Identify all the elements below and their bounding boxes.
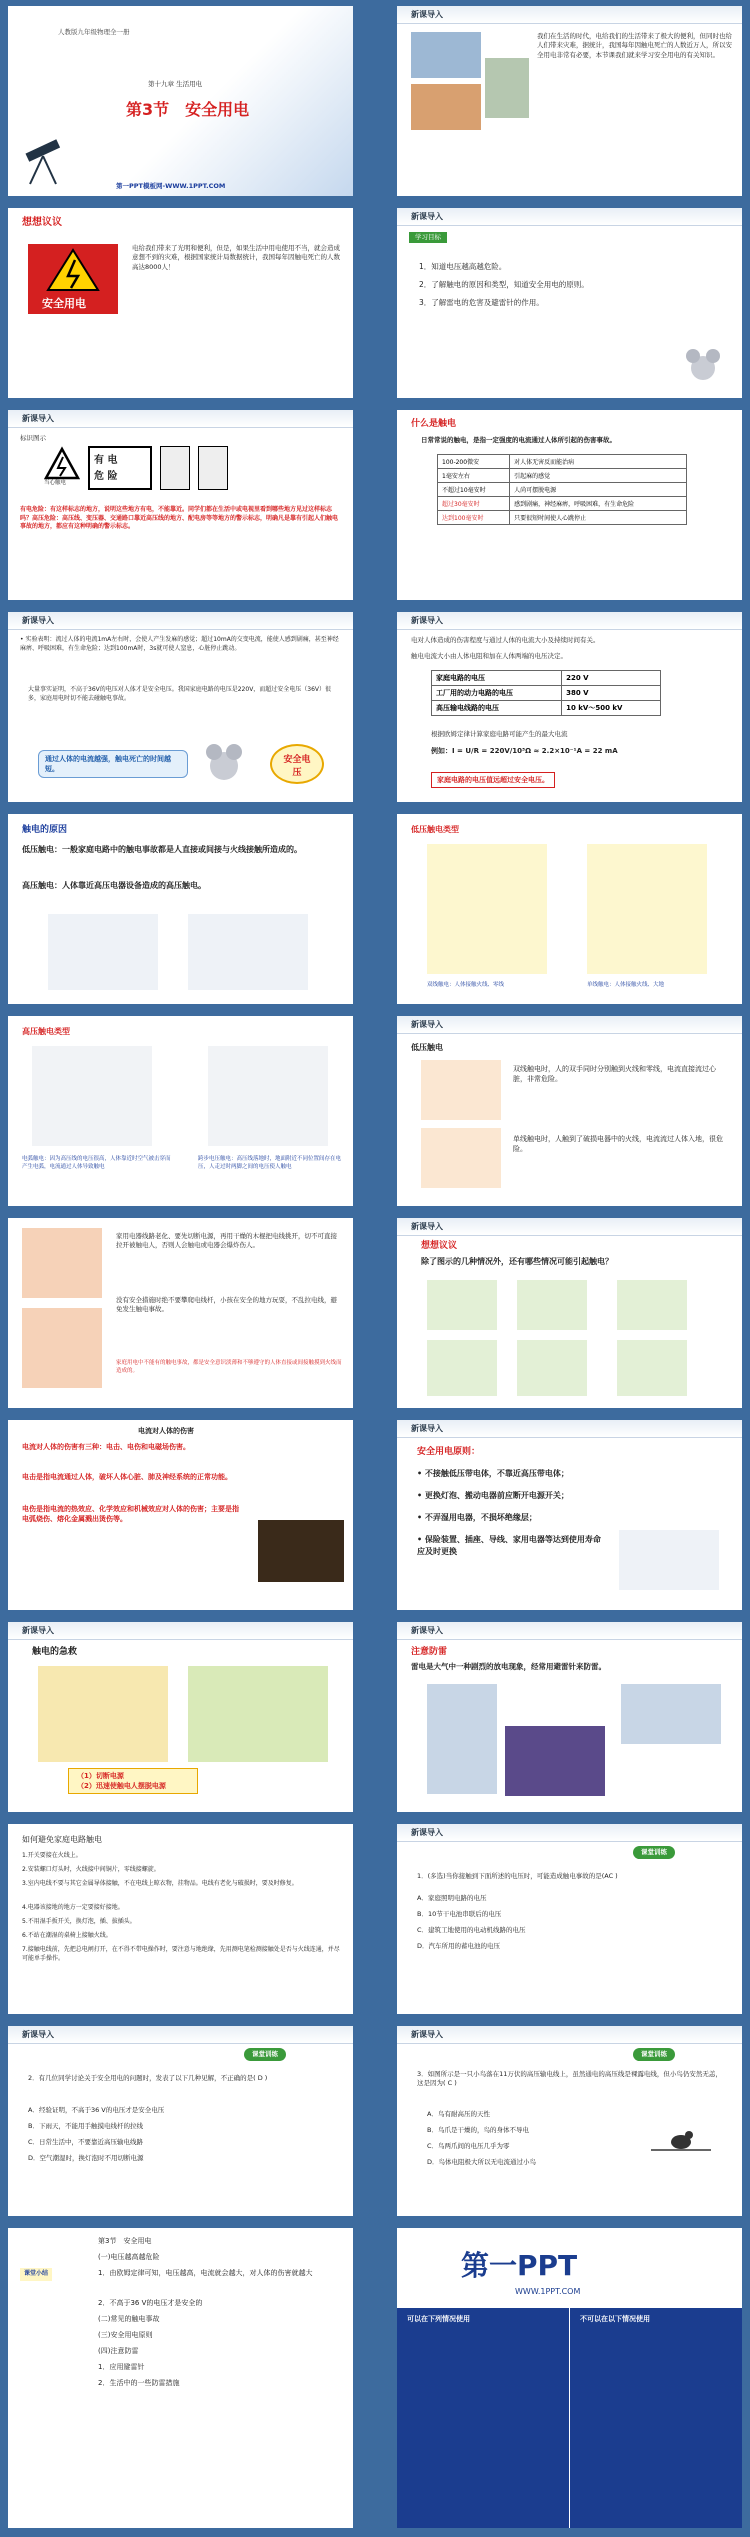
slide-17-first-aid xyxy=(8,1622,353,1812)
table-row xyxy=(432,701,661,716)
high-types-title: 高压触电类型 xyxy=(22,1027,70,1036)
summary-label: 课堂小结 xyxy=(20,2268,52,2281)
quiz1-question: 1．(多选)当你接触到下面所述的电压时，可能造成触电事故的是(AC ) xyxy=(417,1872,618,1880)
lightning-title: 注意防雷 xyxy=(411,1647,448,1657)
slide-22-quiz3 xyxy=(397,2026,742,2216)
intro-text: 我们在生活的时代，电给我们的生活带来了极大的便利，但同时也给人们带来灾难，据统计，我国每年因触电死亡的人数近万人，所以安全用电非常有必要，本节课我们就来学习安全用电的有关知识。 xyxy=(537,32,732,59)
figure-double-touch xyxy=(421,1060,501,1120)
ohm-line: 根据欧姆定律计算家庭电路可能产生的最大电流 xyxy=(431,730,568,738)
scene-2 xyxy=(517,1280,587,1330)
sign2b-label: 危 险 xyxy=(94,471,118,482)
table-row xyxy=(438,455,687,469)
slide-header: 新课导入 xyxy=(22,616,54,625)
wire-illustration xyxy=(619,1530,719,1590)
table-row xyxy=(438,511,687,525)
single-wire-desc: 单线触电时，人触到了破损电器中的火线，电流流过人体入地，很危险。 xyxy=(513,1135,723,1154)
aid-scene-1 xyxy=(38,1666,168,1762)
high-voltage-icon xyxy=(160,446,190,490)
slide-15-injury xyxy=(8,1420,353,1610)
quiz3-opt-a[interactable]: A．鸟有耐高压的天性 xyxy=(427,2110,490,2118)
slide-19-avoid xyxy=(8,1824,353,2014)
slide-11-high-types xyxy=(8,1016,353,1206)
shock-title: 什么是触电 xyxy=(411,419,457,429)
table-row xyxy=(432,671,661,686)
scene-6 xyxy=(617,1340,687,1396)
principle-3: • 不弄湿用电器，不损坏绝缘层； xyxy=(417,1513,537,1522)
slide-header: 新课导入 xyxy=(411,1020,443,1029)
slide-10-low-types xyxy=(397,814,742,1004)
slide-header: 新课导入 xyxy=(411,616,443,625)
safety-sign xyxy=(28,244,118,314)
avoid-5: 5.不用湿手扳开关，换灯泡，插、拔插头。 xyxy=(22,1918,136,1925)
slide-9-causes xyxy=(8,814,353,1004)
cell: 感到剧痛，神经麻痹，呼吸困难，有生命危险 xyxy=(510,497,687,511)
brand-url: WWW.1PPT.COM xyxy=(515,2287,581,2296)
experiment-text: • 实验表明：流过人体的电流1mA左右时，会使人产生发麻的感觉；超过10mA的交变电流，能使人感到剧痛，甚至神经麻痹、呼吸困难，有生命危险；达到100mA时，3s就可使人窒息，心脏停止跳动。 xyxy=(20,636,339,652)
quiz2-question: 2．有几位同学讨论关于安全用电的问题时，发表了以下几种见解，不正确的是( D ) xyxy=(28,2074,268,2082)
book-label: 人教版九年级物理全一册 xyxy=(58,28,130,36)
quiz-badge: 课堂训练 xyxy=(633,1846,675,1859)
cell: 人尚可摆脱电源 xyxy=(510,483,687,497)
shock-intro: 日常常说的触电，是指一定强度的电流通过人体所引起的伤害事故。 xyxy=(421,436,616,444)
chapter-label: 第十九章 生活用电 xyxy=(148,80,203,88)
photo-fire xyxy=(411,84,481,130)
avoid-3: 3.室内电线不要与其它金属导体接触，不在电线上晾衣物，挂物品。电线有老化与破损时，要及时修复。 xyxy=(22,1880,298,1887)
avoid-2: 2.安装螺口灯头时，火线接中间铜片，零线接螺旋。 xyxy=(22,1866,160,1873)
first-aid-title: 触电的急救 xyxy=(32,1647,78,1657)
figure-single-touch xyxy=(421,1128,501,1188)
goals-tag: 学习目标 xyxy=(409,232,447,243)
slide-14-question xyxy=(397,1218,742,1408)
photo-sparks xyxy=(258,1520,344,1582)
lightning-text: 雷电是大气中一种剧烈的放电现象，经常用避雷针来防雷。 xyxy=(411,1662,606,1671)
slide-header: 新课导入 xyxy=(411,1424,443,1433)
usage-forbidden: 不可以在以下情况使用 xyxy=(570,2308,742,2528)
goal-1: 1．知道电压越高越危险。 xyxy=(419,262,507,271)
scene-5 xyxy=(517,1340,587,1396)
slide-21-quiz2 xyxy=(8,2026,353,2216)
page-title: 第3节 安全用电 xyxy=(126,100,250,119)
avoid-1: 1.开关要接在火线上。 xyxy=(22,1852,82,1859)
caption-step: 跨步电压触电：高压线落地时，地面附近不同位置间存在电压，人走过时两脚之间的电压使人触电 xyxy=(198,1156,342,1170)
quiz3-question: 3．如图所示是一只小鸟落在11万伏的高压输电线上，虽然通电的高压线是裸露电线，但小鸟仍安然无恙，这是因为( C ) xyxy=(417,2070,722,2088)
summary-2: 1．由欧姆定律可知，电压越高，电流就会越大，对人体的伤害就越大 xyxy=(98,2269,313,2277)
quiz1-opt-b[interactable]: B．10节干电池串联后的电压 xyxy=(417,1910,502,1918)
mouse-mascot xyxy=(683,346,723,386)
formula: 例如：I = U/R = 220V/10³Ω ≈ 2.2×10⁻¹A = 22 mA xyxy=(431,747,618,755)
damage-line: 电对人体造成的伤害程度与通过人体的电流大小及持续时间有关。 xyxy=(411,636,600,644)
discuss-title: 想想议议 xyxy=(22,217,62,228)
slide-header: 新课导入 xyxy=(22,414,54,423)
goal-2: 2．了解触电的原因和类型，知道安全用电的原则。 xyxy=(419,280,589,289)
illustration-high xyxy=(188,914,308,990)
summary-3: 2．不高于36 V的电压才是安全的 xyxy=(98,2299,203,2307)
slide-header: 新课导入 xyxy=(22,2030,54,2039)
site-label: 第一PPT模板网-WWW.1PPT.COM xyxy=(116,182,226,190)
high-voltage-cause: 高压触电：人体靠近高压电器设备造成的高压触电。 xyxy=(22,881,206,890)
quiz3-opt-c[interactable]: C．鸟两爪间的电压几乎为零 xyxy=(427,2142,510,2150)
photo-building xyxy=(427,1684,497,1794)
table-row xyxy=(438,469,687,483)
slide-header: 新课导入 xyxy=(411,1828,443,1837)
quiz2-opt-a[interactable]: A．经验证明，不高于36 V的电压才是安全电压 xyxy=(28,2106,165,2114)
usage-allowed: 可以在下列情况使用 xyxy=(397,2308,569,2528)
cell: 超过30毫安时 xyxy=(438,497,510,511)
cell: 220 V xyxy=(562,671,661,686)
sign-label: 安全用电 xyxy=(42,297,86,310)
cell: 达到100毫安时 xyxy=(438,511,510,525)
cell: 对人体无害反而能治病 xyxy=(510,455,687,469)
principle-2: • 更换灯泡、搬动电器前应断开电源开关； xyxy=(417,1491,569,1500)
photo-tower xyxy=(621,1684,721,1744)
slide-24-brand xyxy=(397,2228,742,2528)
signs-text: 有电危险：有这样标志的地方，说明这些地方有电，不能靠近。同学们都在生活中或电视里看到哪些地方见过这样标志吗？高压危险：高压线、变压器、交通路口靠近高压线的地方、配电房等等地方的警示标志，明确凡是靠有引起人们触电事故的地方，都应有这种明确的警示标志。 xyxy=(20,506,339,531)
danger-sign xyxy=(88,446,152,490)
slide-header: 新课导入 xyxy=(411,10,443,19)
cell: 1毫安左右 xyxy=(438,469,510,483)
no-touch-icon xyxy=(198,446,228,490)
principle-4: • 保险装置、插座、导线、家用电器等达到使用寿命应及时更换 xyxy=(417,1535,601,1556)
sign1-label: 当心触电 xyxy=(44,480,67,486)
slide-4-goals xyxy=(397,208,742,398)
figure-single-wire xyxy=(587,844,707,974)
slide-23-summary xyxy=(8,2228,353,2528)
caption-arc: 电弧触电：因为高压线的电压很高，人体靠近时空气被击穿而产生电弧，电流通过人体导致触电 xyxy=(22,1156,171,1170)
slide-5-signs xyxy=(8,410,353,600)
current-effects-table xyxy=(437,454,687,525)
summary-section: 第3节 安全用电 xyxy=(98,2237,152,2245)
quiz-badge: 课堂训练 xyxy=(244,2048,286,2061)
slide-6-what-is-shock xyxy=(397,410,742,600)
slide-16-principles xyxy=(397,1420,742,1610)
cell: 只要很短时间使人心跳停止 xyxy=(510,511,687,525)
quiz2-opt-d[interactable]: D．空气潮湿时，换灯泡时不用切断电源 xyxy=(28,2154,144,2162)
injury-text-1: 电流对人体的伤害有三种：电击、电伤和电磁场伤害。 xyxy=(22,1443,190,1451)
goal-3: 3．了解雷电的危害及避雷针的作用。 xyxy=(419,298,544,307)
cell: 家庭电路的电压 xyxy=(432,671,562,686)
summary-8: 2．生活中的一些防雷措施 xyxy=(98,2379,180,2387)
quiz3-opt-b[interactable]: B．鸟爪是干燥的，鸟的身体不导电 xyxy=(427,2126,529,2134)
quiz2-opt-c[interactable]: C．日常生活中，不要靠近高压输电线路 xyxy=(28,2138,144,2146)
cell: 100-200微安 xyxy=(438,455,510,469)
figure-kids xyxy=(22,1308,102,1388)
avoid-7: 7.接触电线前，先把总电闸打开，在不得不带电操作时，要注意与地绝缘，先用测电笔检测接触处是否与火线连通，并尽可能单手操作。 xyxy=(22,1946,340,1962)
slide-header: 新课导入 xyxy=(411,1626,443,1635)
figure-fire xyxy=(22,1228,102,1298)
safe-voltage-badge: 安全电压 xyxy=(270,744,324,784)
accident-text-1: 家用电器线路老化、要先切断电源，再用干燥的木棍把电线挑开，切不可直接拉开被触电人，否则人会触电或电器会爆炸伤人。 xyxy=(116,1232,337,1250)
slide-12-low-shock xyxy=(397,1016,742,1206)
quiz-badge: 课堂训练 xyxy=(633,2048,675,2061)
caption-single-wire: 单线触电：人体接触火线、大地 xyxy=(587,982,665,988)
discuss-text: 电给我们带来了光明和便利，但是，如果生活中用电使用不当，就会造成意想不到的灾难，根据国家统计局数据统计，我国每年因触电死亡的人数高达8000人！ xyxy=(132,244,340,271)
figure-step xyxy=(208,1046,328,1146)
summary-5: (三)安全用电原则 xyxy=(98,2331,153,2339)
accident-note: 家庭用电中不能有的触电事故，都是安全意识淡薄和不够遵守的人体直接或间接触摸到火线而造成的。 xyxy=(116,1360,342,1374)
scene-1 xyxy=(427,1280,497,1330)
figure-two-wire xyxy=(427,844,547,974)
accident-text-2: 没有安全措施时绝不要攀爬电线杆，小孩在安全的地方玩耍，不乱拉电线，避免发生触电事故。 xyxy=(116,1296,337,1314)
low-types-title: 低压触电类型 xyxy=(411,825,459,834)
causes-title: 触电的原因 xyxy=(22,825,68,835)
aid-step-1: （1）切断电源 xyxy=(77,1772,124,1780)
quiz1-opt-d[interactable]: D．汽车所用的蓄电池的电压 xyxy=(417,1942,501,1950)
telescope-icon xyxy=(18,126,68,186)
question-title: 想想议议 xyxy=(421,1241,458,1251)
caption-two-wire: 双线触电：人体接触火线、零线 xyxy=(427,982,505,988)
mouse-mascot xyxy=(204,738,244,788)
scene-3 xyxy=(617,1280,687,1330)
sign2a-label: 有 电 xyxy=(94,455,118,466)
slide-header: 新课导入 xyxy=(411,212,443,221)
two-wire-desc: 双线触电时，人的双手同时分别触到火线和零线，电流直接流过心脏，非常危险。 xyxy=(513,1065,716,1084)
table-row xyxy=(438,497,687,511)
slide-2-intro xyxy=(397,6,742,196)
principles-title: 安全用电原则： xyxy=(417,1447,481,1457)
injury-title: 电流对人体的伤害 xyxy=(138,1427,194,1435)
low-voltage-cause: 低压触电：一般家庭电路中的触电事故都是人直接或间接与火线接触所造成的。 xyxy=(22,845,302,854)
low-shock-title: 低压触电 xyxy=(411,1043,443,1052)
aid-steps xyxy=(68,1768,198,1794)
quiz3-opt-d[interactable]: D．鸟体电阻极大所以无电流通过小鸟 xyxy=(427,2158,537,2166)
brand-logo: 第一PPT xyxy=(461,2249,578,2282)
current-bubble: 通过人体的电流越强，触电死亡的时间越短。 xyxy=(38,750,188,778)
slide-18-lightning xyxy=(397,1622,742,1812)
figure-arc xyxy=(32,1046,152,1146)
cell: 10 kV～500 kV xyxy=(562,701,661,716)
slide-3-discuss xyxy=(8,208,353,398)
conclusion: 家庭电路的电压值远超过安全电压。 xyxy=(431,772,555,788)
signs-label: 标识图示 xyxy=(20,434,46,442)
cell: 不超过10毫安时 xyxy=(438,483,510,497)
photo-pole xyxy=(485,58,529,118)
slide-header: 新课导入 xyxy=(22,1626,54,1635)
avoid-4: 4.电器该接地的地方一定要接好接地。 xyxy=(22,1904,124,1911)
summary-4: (二)常见的触电事故 xyxy=(98,2315,160,2323)
avoid-title: 如何避免家庭电路触电 xyxy=(22,1835,102,1844)
slide-header: 新课导入 xyxy=(411,2030,443,2039)
cell: 工厂用的动力电路的电压 xyxy=(432,686,562,701)
slide-header: 新课导入 xyxy=(411,1222,443,1231)
injury-text-3: 电伤是指电流的热效应、化学效应和机械效应对人体的伤害；主要是指电弧烧伤、熔化金属溅出烫伤等。 xyxy=(22,1505,239,1524)
slide-1-title xyxy=(8,6,353,196)
principle-1: • 不接触低压带电体，不靠近高压带电体； xyxy=(417,1469,569,1478)
slide-7-safe-voltage xyxy=(8,612,353,802)
summary-1: (一)电压越高越危险 xyxy=(98,2253,160,2261)
cell: 引起麻的感觉 xyxy=(510,469,687,483)
cell: 高压输电线路的电压 xyxy=(432,701,562,716)
cell: 380 V xyxy=(562,686,661,701)
illustration-low xyxy=(48,914,158,990)
bird-on-wire xyxy=(651,2120,711,2170)
quiz2-opt-b[interactable]: B．下雨天，不能用手触摸电线杆的拉线 xyxy=(28,2122,143,2130)
photo-storm xyxy=(505,1726,605,1796)
slide-8-voltages xyxy=(397,612,742,802)
safe-voltage-text: 大量事实证明，不高于36V的电压对人体才是安全电压。我国家庭电路的电压是220V，而超过安全电压（36V）很多，家庭用电时切不能去碰触电事故。 xyxy=(28,686,332,702)
summary-7: 1．应用避雷针 xyxy=(98,2363,145,2371)
photo-storm xyxy=(411,32,481,78)
avoid-6: 6.不站在潮湿的桌椅上接触火线。 xyxy=(22,1932,112,1939)
question-text: 除了图示的几种情况外，还有哪些情况可能引起触电？ xyxy=(421,1257,613,1266)
slide-13-accidents xyxy=(8,1218,353,1408)
resistance-line: 触电电流大小由人体电阻和加在人体两端的电压决定。 xyxy=(411,652,567,660)
aid-scene-2 xyxy=(188,1666,328,1762)
quiz1-opt-c[interactable]: C．建筑工地使用的电动机线路的电压 xyxy=(417,1926,526,1934)
voltage-table xyxy=(431,670,661,716)
aid-step-2: （2）迅速使触电人摆脱电源 xyxy=(77,1782,166,1791)
table-row xyxy=(432,686,661,701)
slide-20-quiz1 xyxy=(397,1824,742,2014)
quiz1-opt-a[interactable]: A．家庭照明电路的电压 xyxy=(417,1894,487,1902)
scene-4 xyxy=(427,1340,497,1396)
injury-text-2: 电击是指电流通过人体，破坏人体心脏、肺及神经系统的正常功能。 xyxy=(22,1473,232,1481)
warning-triangle-icon xyxy=(44,446,80,490)
table-row xyxy=(438,483,687,497)
summary-6: (四)注意防雷 xyxy=(98,2347,139,2355)
